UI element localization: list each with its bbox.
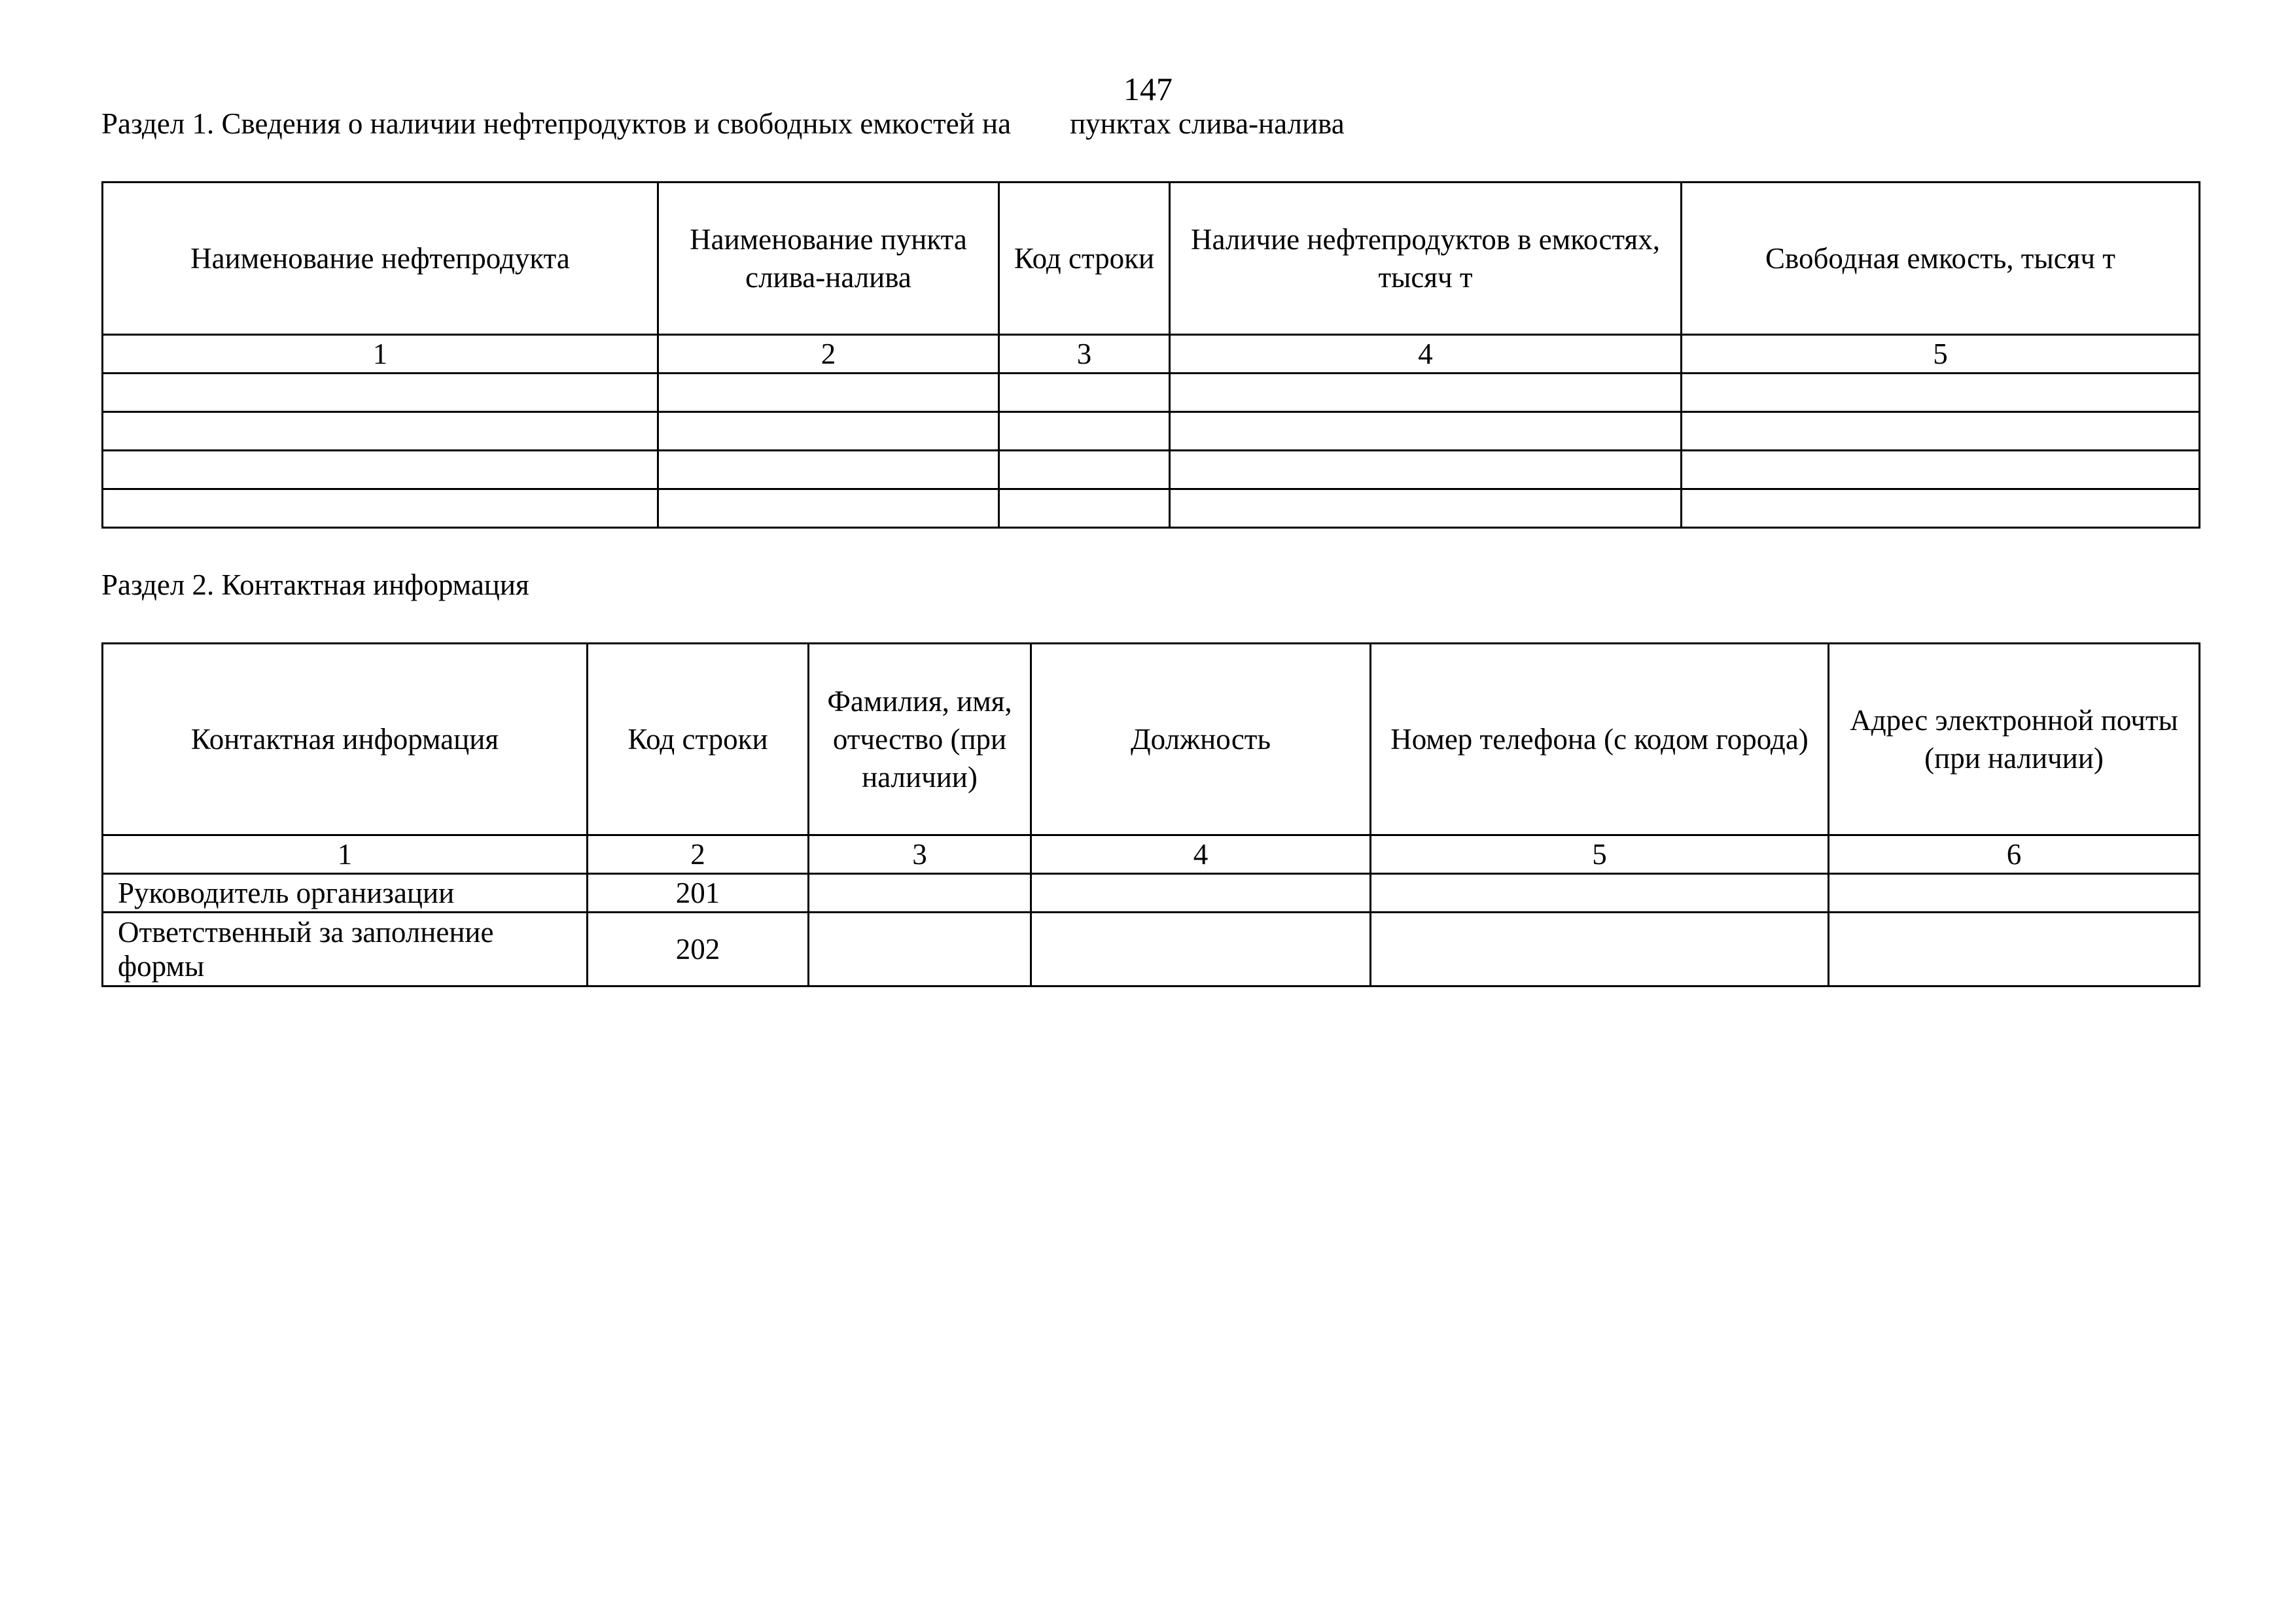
empty-cell[interactable] bbox=[103, 489, 658, 528]
empty-cell[interactable] bbox=[658, 451, 999, 489]
table-row bbox=[103, 913, 2200, 986]
s2-colnum: 3 bbox=[809, 835, 1031, 874]
empty-cell[interactable] bbox=[658, 374, 999, 412]
section1-table bbox=[101, 181, 2200, 529]
row-label-head: Руководитель организации bbox=[103, 874, 588, 913]
empty-cell[interactable] bbox=[658, 412, 999, 451]
empty-cell[interactable] bbox=[103, 412, 658, 451]
s2-header-phone: Номер телефона (с кодом города) bbox=[1371, 644, 1829, 835]
s1-colnum: 4 bbox=[1170, 335, 1682, 374]
section1-header-row bbox=[103, 183, 2200, 335]
empty-cell[interactable] bbox=[1371, 874, 1829, 913]
table-row bbox=[103, 412, 2200, 451]
section1-column-number-row bbox=[103, 335, 2200, 374]
s1-header-product: Наименование нефтепродукта bbox=[103, 183, 658, 335]
empty-cell[interactable] bbox=[1170, 489, 1682, 528]
section2-table bbox=[101, 642, 2200, 987]
empty-cell[interactable] bbox=[103, 451, 658, 489]
s1-colnum: 3 bbox=[999, 335, 1170, 374]
empty-cell[interactable] bbox=[658, 489, 999, 528]
s2-colnum: 4 bbox=[1031, 835, 1371, 874]
empty-cell[interactable] bbox=[999, 451, 1170, 489]
page-number: 147 bbox=[1123, 71, 1173, 107]
table-row bbox=[103, 874, 2200, 913]
section2-header-row bbox=[103, 644, 2200, 835]
empty-cell[interactable] bbox=[1031, 874, 1371, 913]
section1-title-part1: Раздел 1. Сведения о наличии нефтепродуктов и свободных емкостей на bbox=[101, 107, 1012, 140]
s1-colnum: 5 bbox=[1682, 335, 2200, 374]
empty-cell[interactable] bbox=[1682, 451, 2200, 489]
empty-cell[interactable] bbox=[1682, 489, 2200, 528]
empty-cell[interactable] bbox=[1031, 913, 1371, 986]
empty-cell[interactable] bbox=[1829, 874, 2200, 913]
empty-cell[interactable] bbox=[1170, 412, 1682, 451]
empty-cell[interactable] bbox=[1682, 374, 2200, 412]
row-code: 202 bbox=[588, 913, 809, 986]
empty-cell[interactable] bbox=[1829, 913, 2200, 986]
s2-header-email: Адрес электронной почты (при наличии) bbox=[1829, 644, 2200, 835]
s1-header-point: Наименование пункта слива-налива bbox=[658, 183, 999, 335]
empty-cell[interactable] bbox=[1170, 451, 1682, 489]
empty-cell[interactable] bbox=[809, 913, 1031, 986]
table-row bbox=[103, 374, 2200, 412]
row-label-responsible: Ответственный за заполнение формы bbox=[103, 913, 588, 986]
table-row bbox=[103, 451, 2200, 489]
empty-cell[interactable] bbox=[999, 374, 1170, 412]
empty-cell[interactable] bbox=[1371, 913, 1829, 986]
s1-header-code: Код строки bbox=[999, 183, 1170, 335]
empty-cell[interactable] bbox=[999, 412, 1170, 451]
section2-column-number-row bbox=[103, 835, 2200, 874]
empty-cell[interactable] bbox=[1682, 412, 2200, 451]
section2-title: Раздел 2. Контактная информация bbox=[101, 568, 529, 601]
empty-cell[interactable] bbox=[809, 874, 1031, 913]
empty-cell[interactable] bbox=[103, 374, 658, 412]
section1-title-part2: пунктах слива-налива bbox=[1070, 107, 1345, 140]
s2-colnum: 6 bbox=[1829, 835, 2200, 874]
s1-colnum: 1 bbox=[103, 335, 658, 374]
s2-header-contact: Контактная информация bbox=[103, 644, 588, 835]
empty-cell[interactable] bbox=[999, 489, 1170, 528]
s2-header-position: Должность bbox=[1031, 644, 1371, 835]
table-row bbox=[103, 489, 2200, 528]
section1-title bbox=[101, 107, 1345, 141]
s1-header-free-capacity: Свободная емкость, тысяч т bbox=[1682, 183, 2200, 335]
s2-header-fullname: Фамилия, имя, отчество (при наличии) bbox=[809, 644, 1031, 835]
s1-colnum: 2 bbox=[658, 335, 999, 374]
row-code: 201 bbox=[588, 874, 809, 913]
s2-colnum: 2 bbox=[588, 835, 809, 874]
empty-cell[interactable] bbox=[1170, 374, 1682, 412]
s1-header-stock: Наличие нефтепродуктов в емкостях, тысяч т bbox=[1170, 183, 1682, 335]
s2-colnum: 1 bbox=[103, 835, 588, 874]
s2-colnum: 5 bbox=[1371, 835, 1829, 874]
s2-header-code: Код строки bbox=[588, 644, 809, 835]
